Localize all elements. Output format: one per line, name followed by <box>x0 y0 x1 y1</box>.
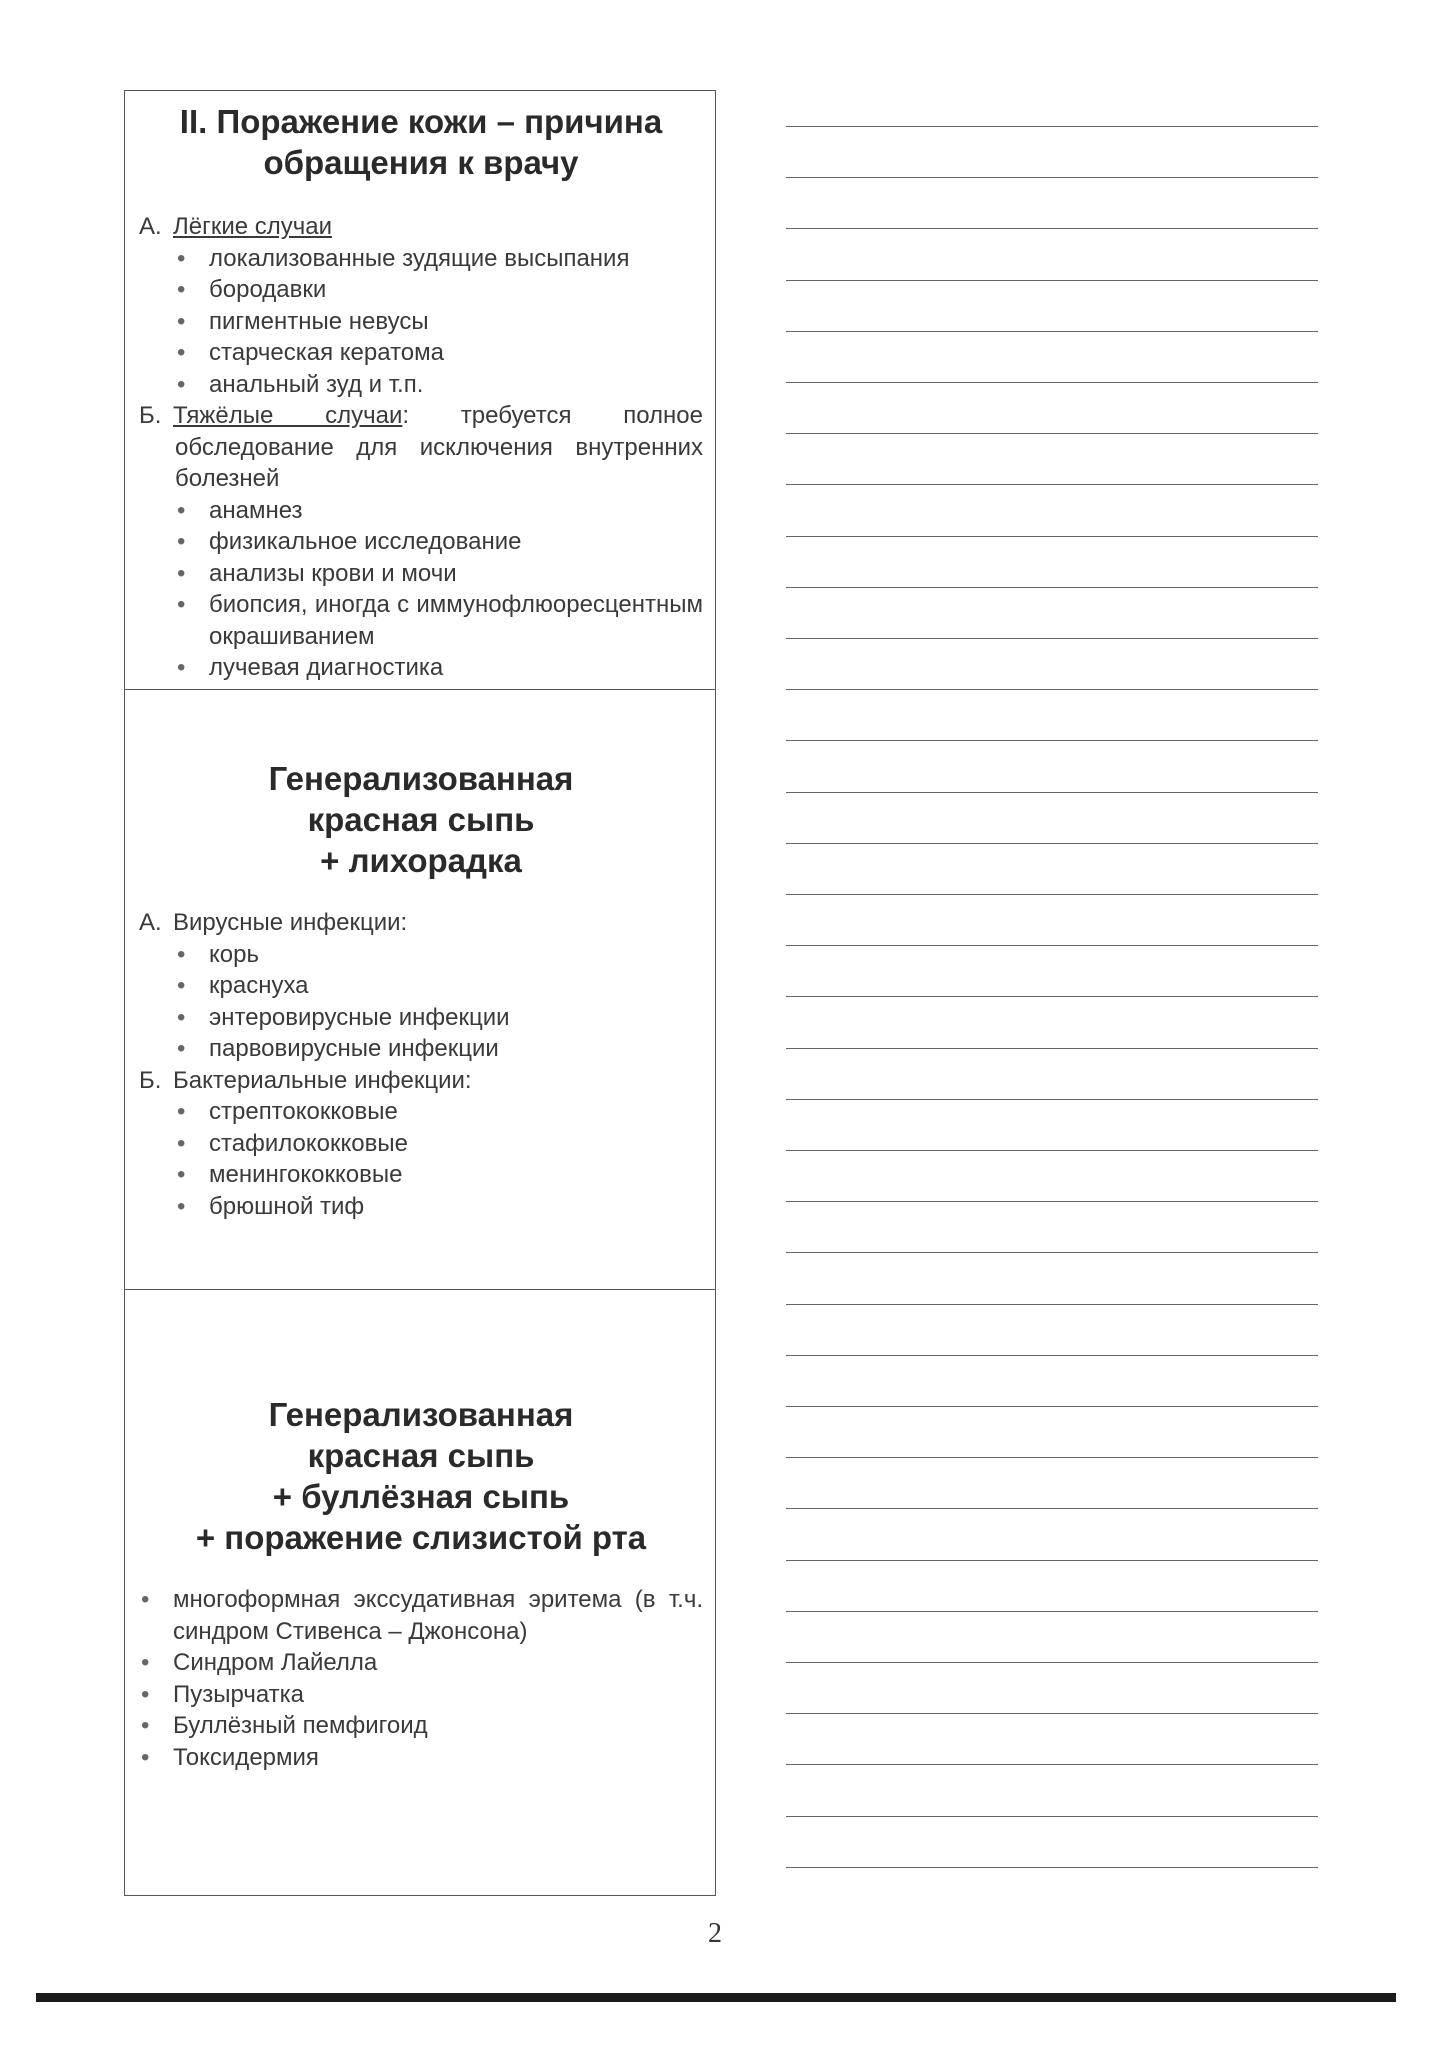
title-line: обращения к врачу <box>263 144 579 181</box>
title-line: + буллёзная сыпь <box>272 1478 570 1515</box>
section-letter: Б. <box>139 1066 162 1094</box>
slide-skin-lesion-reasons <box>125 91 715 689</box>
list-item: • бородавки <box>175 274 703 306</box>
section-letter: Б. <box>139 402 162 429</box>
slide-title <box>139 91 703 183</box>
notes-line <box>786 1406 1318 1407</box>
slide-title <box>139 690 703 881</box>
section-heading <box>139 1065 703 1097</box>
bullet-list <box>139 243 703 401</box>
notes-line <box>786 587 1318 588</box>
list-item: • Буллёзный пемфигоид <box>139 1710 703 1742</box>
bullet-list <box>139 495 703 684</box>
list-item: • анальный зуд и т.п. <box>175 369 703 401</box>
notes-line <box>786 126 1318 127</box>
notes-line <box>786 1457 1318 1458</box>
notes-line <box>786 228 1318 229</box>
notes-line <box>786 177 1318 178</box>
notes-line <box>786 1304 1318 1305</box>
notes-line <box>786 740 1318 741</box>
title-line: красная сыпь <box>307 1437 535 1474</box>
list-item: • Пузырчатка <box>139 1679 703 1711</box>
notes-line <box>786 1048 1318 1049</box>
notes-line <box>786 1611 1318 1612</box>
section-heading-text: Вирусные инфекции: <box>173 909 408 936</box>
list-item: • менингококковые <box>175 1159 703 1191</box>
section-bacterial-infections <box>139 1065 703 1223</box>
notes-line <box>786 1099 1318 1100</box>
title-line: красная сыпь <box>307 801 535 838</box>
list-item: • многоформная экссудативная эритема (в т.ч. синдром Стивенса – Джонсона) <box>139 1584 703 1647</box>
page-number: 2 <box>708 1918 722 1949</box>
section-heading-text: Тяжёлые случаи <box>173 402 403 429</box>
notes-line <box>786 792 1318 793</box>
section-heading <box>139 400 703 495</box>
section-heading-text: Бактериальные инфекции: <box>173 1066 472 1094</box>
list-item: • стафилококковые <box>175 1128 703 1160</box>
slide-generalized-rash-fever <box>125 689 715 1289</box>
section-heading-description: : требуется полное обследование для исключения внутренних болезней <box>175 402 703 492</box>
list-item: • энтеровирусные инфекции <box>175 1002 703 1034</box>
list-item: • лучевая диагностика <box>175 652 703 684</box>
notes-line <box>786 1713 1318 1714</box>
list-item: • пигментные невусы <box>175 306 703 338</box>
section-heading <box>139 211 703 243</box>
notes-line <box>786 1816 1318 1817</box>
title-line: II. Поражение кожи – причина <box>179 103 663 140</box>
title-line: Генерализованная <box>268 1396 574 1433</box>
title-line: + лихорадка <box>320 842 522 879</box>
slides-column <box>124 90 716 1896</box>
notes-line <box>786 1150 1318 1151</box>
list-item: • анамнез <box>175 495 703 527</box>
list-item: • парвовирусные инфекции <box>175 1033 703 1065</box>
notes-line <box>786 689 1318 690</box>
list-item: • стрептококковые <box>175 1096 703 1128</box>
section-letter: А. <box>139 213 162 240</box>
slide-body <box>139 211 703 684</box>
bullet-list <box>139 1096 703 1222</box>
list-item: • краснуха <box>175 970 703 1002</box>
notes-line <box>786 996 1318 997</box>
list-item: • Синдром Лайелла <box>139 1647 703 1679</box>
slide-body <box>139 1584 703 1773</box>
footer-rule <box>36 1993 1396 2002</box>
notes-ruled-lines <box>786 0 1318 1900</box>
list-item: • физикальное исследование <box>175 526 703 558</box>
notes-line <box>786 484 1318 485</box>
notes-line <box>786 1252 1318 1253</box>
notes-line <box>786 433 1318 434</box>
section-severe-cases <box>139 400 703 684</box>
notes-line <box>786 1867 1318 1868</box>
notes-line <box>786 331 1318 332</box>
section-viral-infections <box>139 907 703 1065</box>
notes-line <box>786 1201 1318 1202</box>
notes-line <box>786 280 1318 281</box>
list-item: • анализы крови и мочи <box>175 558 703 590</box>
list-item: • старческая кератома <box>175 337 703 369</box>
list-item: • локализованные зудящие высыпания <box>175 243 703 275</box>
notes-line <box>786 894 1318 895</box>
section-heading <box>139 907 703 939</box>
notes-line <box>786 1560 1318 1561</box>
notes-line <box>786 1508 1318 1509</box>
notes-line <box>786 1355 1318 1356</box>
slide-body <box>139 907 703 1222</box>
title-line: + поражение слизистой рта <box>195 1519 647 1556</box>
notes-line <box>786 1764 1318 1765</box>
notes-line <box>786 843 1318 844</box>
section-letter: А. <box>139 909 162 936</box>
list-item: • брюшной тиф <box>175 1191 703 1223</box>
notes-line <box>786 945 1318 946</box>
notes-line <box>786 382 1318 383</box>
notes-line <box>786 638 1318 639</box>
section-mild-cases <box>139 211 703 400</box>
title-line: Генерализованная <box>268 760 574 797</box>
notes-line <box>786 536 1318 537</box>
slide-title <box>139 1290 703 1558</box>
bullet-list <box>139 1584 703 1773</box>
section-heading-text: Лёгкие случаи <box>173 213 333 240</box>
bullet-list <box>139 939 703 1065</box>
notes-line <box>786 1662 1318 1663</box>
list-item: • Токсидермия <box>139 1742 703 1774</box>
slide-generalized-rash-bullous <box>125 1289 715 1897</box>
list-item: • корь <box>175 939 703 971</box>
list-item: • биопсия, иногда с иммунофлюоресцентным окрашиванием <box>175 589 703 652</box>
